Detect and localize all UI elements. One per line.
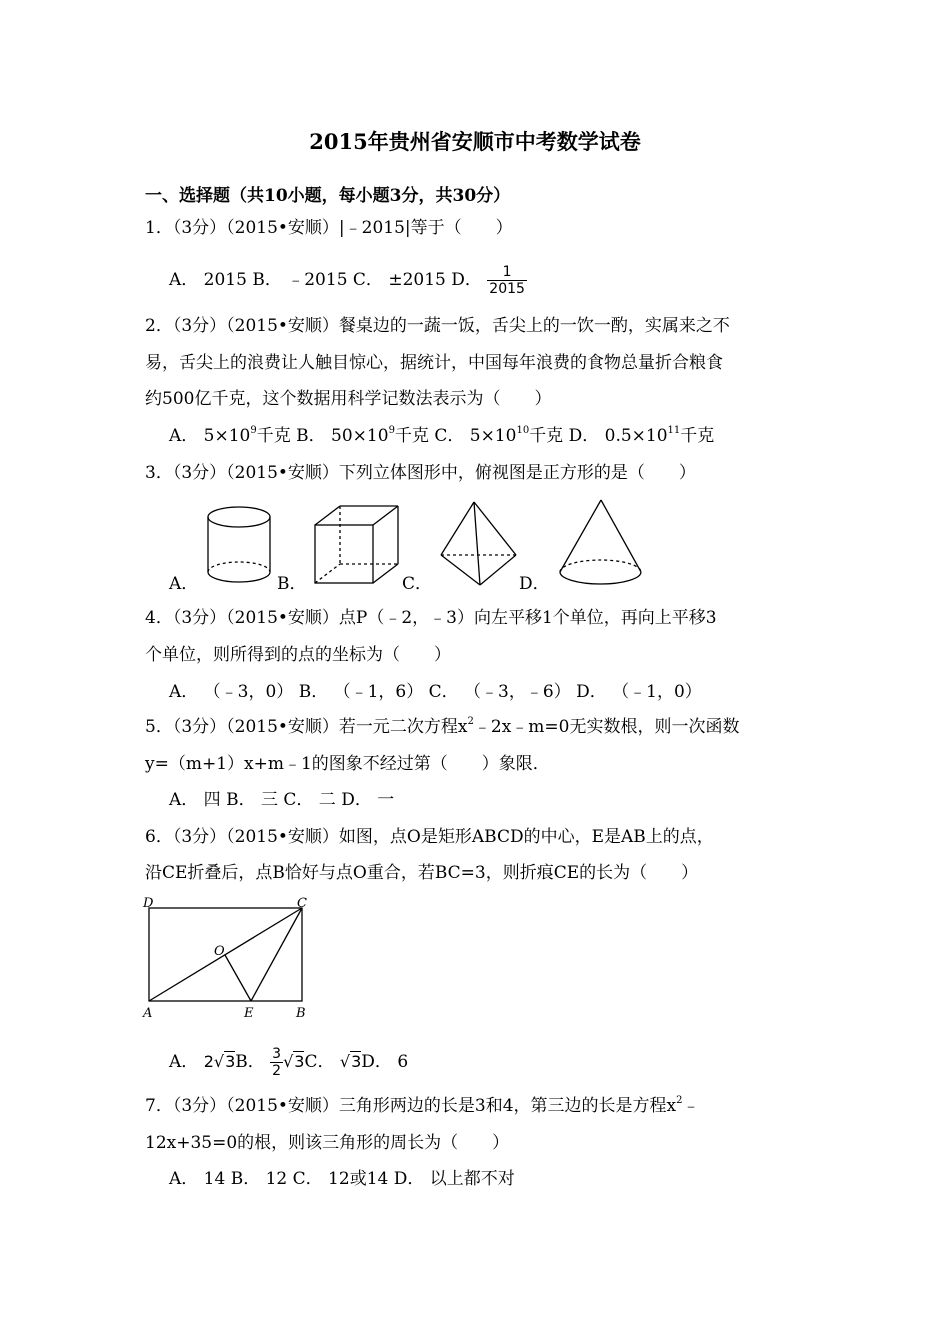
q2-exp-d: 11 bbox=[667, 425, 681, 436]
q2-exp-c: 10 bbox=[516, 425, 530, 436]
q5-line1-post: ﹣2x﹣m=0无实数根，则一次函数 bbox=[473, 717, 740, 737]
point-o-label: O bbox=[214, 944, 225, 959]
q6-b-den: 2 bbox=[272, 1063, 282, 1079]
q6-b-rad: 3 bbox=[294, 1052, 305, 1071]
q5-exp: 2 bbox=[467, 716, 474, 727]
point-b-label: B bbox=[296, 1006, 306, 1021]
q2-line1: 2．（3分）（2015•安顺）餐桌边的一蔬一饭，舌尖上的一饮一酌，实属来之不 bbox=[145, 316, 730, 336]
q4-line2: 个单位，则所得到的点的坐标为（ ） bbox=[145, 645, 451, 665]
q2-exp-a: 9 bbox=[250, 425, 257, 436]
q6-a-coef: 2 bbox=[203, 1052, 214, 1071]
q1-stem: 1．（3分）（2015•安顺）|﹣2015|等于（ ） bbox=[145, 218, 513, 238]
q6-b-fraction bbox=[270, 1046, 283, 1079]
q4-line1: 4．（3分）（2015•安顺）点P（﹣2，﹣3）向左平移1个单位，再向上平移3 bbox=[145, 608, 717, 628]
q2-line2: 易，舌尖上的浪费让人触目惊心，据统计，中国每年浪费的食物总量折合粮食 bbox=[145, 353, 723, 373]
pyramid-figure bbox=[441, 502, 516, 585]
q2-exp-b: 9 bbox=[388, 425, 395, 436]
q2-opt-a: A． 5×10 bbox=[169, 426, 251, 446]
cone-figure bbox=[560, 500, 641, 584]
cube-figure bbox=[315, 506, 398, 583]
q6-c-rad: 3 bbox=[351, 1052, 362, 1071]
page-title: 2015年贵州省安顺市中考数学试卷 bbox=[309, 129, 641, 154]
fold-ce bbox=[251, 908, 302, 1001]
q7-options: A． 14 B． 12 C． 12或14 D． 以上都不对 bbox=[169, 1169, 515, 1189]
q7-line1-post: ﹣ bbox=[682, 1096, 700, 1116]
q5-options: A． 四 B． 三 C． 二 D． 一 bbox=[169, 790, 395, 810]
q3-stem: 3．（3分）（2015•安顺）下列立体图形中，俯视图是正方形的是（ ） bbox=[145, 463, 696, 483]
point-d-label: D bbox=[143, 896, 154, 911]
q6-options bbox=[169, 1046, 408, 1079]
q3-label-a: A． bbox=[169, 574, 199, 594]
q6-line2: 沿CE折叠后，点B恰好与点O重合，若BC=3，则折痕CE的长为（ ） bbox=[145, 863, 699, 883]
q1-frac-den: 2015 bbox=[489, 281, 525, 297]
q6-a-rad: 3 bbox=[225, 1052, 236, 1071]
point-e-label: E bbox=[244, 1006, 254, 1021]
diagonal-ac bbox=[149, 908, 302, 1001]
q2-unit: 千克 bbox=[680, 426, 715, 446]
point-c-label: C bbox=[297, 896, 307, 911]
q5-line2: y=（m+1）x+m﹣1的图象不经过第（ ）象限． bbox=[145, 754, 550, 774]
q3-label-c: C． bbox=[402, 574, 433, 594]
q5-line1 bbox=[145, 715, 739, 739]
q5-line1-pre: 5．（3分）（2015•安顺）若一元二次方程x bbox=[145, 717, 468, 737]
q2-options bbox=[169, 424, 714, 448]
q7-line1 bbox=[145, 1094, 700, 1118]
q3-label-b: B． bbox=[277, 574, 307, 594]
q6-opt-a: A． bbox=[169, 1052, 199, 1072]
q7-exp: 2 bbox=[676, 1095, 683, 1106]
section-heading: 一、选择题（共10小题，每小题3分，共30分） bbox=[145, 186, 511, 206]
q1-options bbox=[169, 264, 527, 297]
q1-frac-num: 1 bbox=[487, 264, 527, 281]
q3-figures bbox=[160, 492, 720, 602]
q6-opt-b: B． bbox=[235, 1052, 265, 1072]
q4-options: A． （﹣3，0） B． （﹣1，6） C． （﹣3，﹣6） D． （﹣1，0） bbox=[169, 682, 702, 702]
q6-rectangle-figure bbox=[140, 893, 320, 1025]
q3-label-d: D． bbox=[519, 574, 550, 594]
q6-b-num: 3 bbox=[272, 1046, 282, 1062]
q6-opt-d: D． 6 bbox=[361, 1052, 409, 1072]
q6-opt-c: C． bbox=[304, 1052, 335, 1072]
q6-line1: 6．（3分）（2015•安顺）如图，点O是矩形ABCD的中心，E是AB上的点， bbox=[145, 827, 714, 847]
q1-fraction bbox=[487, 264, 527, 297]
q7-line2: 12x+35=0的根，则该三角形的周长为（ ） bbox=[145, 1133, 510, 1153]
q2-opt-c: 千克 C． 5×10 bbox=[394, 426, 517, 446]
q6-b-sqrt: √3 bbox=[283, 1052, 305, 1071]
q6-opt-a-value: 2√3 bbox=[203, 1052, 236, 1071]
q7-line1-pre: 7．（3分）（2015•安顺）三角形两边的长是3和4，第三边的长是方程x bbox=[145, 1096, 677, 1116]
q2-opt-d: 千克 D． 0.5×10 bbox=[529, 426, 668, 446]
cylinder-figure bbox=[208, 507, 270, 582]
q2-line3: 约500亿千克，这个数据用科学记数法表示为（ ） bbox=[145, 389, 552, 409]
q6-c-sqrt: √3 bbox=[339, 1052, 362, 1071]
q1-options-text: A． 2015 B． ﹣2015 C． ±2015 D． bbox=[169, 270, 482, 290]
q2-opt-b: 千克 B． 50×10 bbox=[256, 426, 389, 446]
segment-oe bbox=[225, 955, 251, 1001]
point-a-label: A bbox=[143, 1006, 153, 1021]
